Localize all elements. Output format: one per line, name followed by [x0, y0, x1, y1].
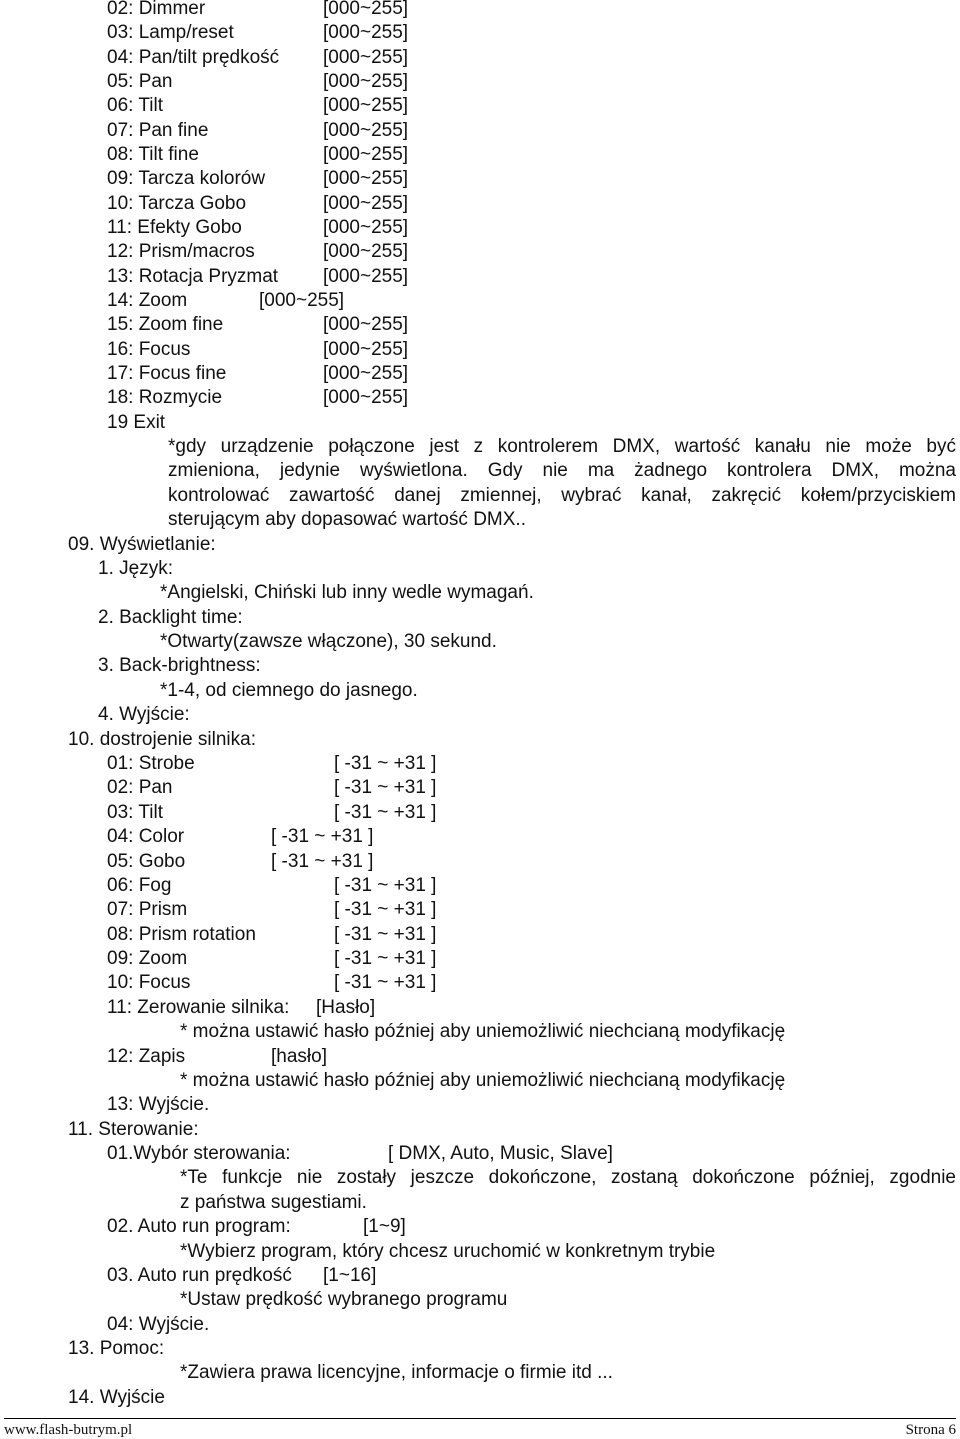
- section-heading: 09. Wyświetlanie:: [68, 534, 216, 555]
- channel-range: [000~255]: [323, 47, 409, 68]
- motor-item-range: [ -31 ~ +31 ]: [334, 753, 437, 774]
- menu-item-label: 1. Język:: [98, 558, 173, 579]
- motor-item-label: 10: Focus: [107, 972, 191, 993]
- control-item-value: [1~16]: [323, 1265, 377, 1286]
- motor-item-range: [ -31 ~ +31 ]: [334, 875, 437, 896]
- motor-item-label: 08: Prism rotation: [107, 924, 256, 945]
- dmx-note-line: *gdy urządzenie połączone jest z kontrolerem DMX, wartość kanału nie może być: [168, 436, 956, 457]
- channel-label: 03: Lamp/reset: [107, 22, 234, 43]
- channel-range: [000~255]: [323, 266, 409, 287]
- control-item-label: 02. Auto run program:: [107, 1216, 291, 1237]
- control-item-value: [ DMX, Auto, Music, Slave]: [388, 1143, 613, 1164]
- channel-label: 11: Efekty Gobo: [107, 217, 242, 238]
- channel-range: [000~255]: [323, 241, 409, 262]
- channel-label: 02: Dimmer: [107, 0, 206, 19]
- footer-divider: [4, 1418, 956, 1419]
- channel-range: [000~255]: [259, 290, 345, 311]
- motor-item-label: 07: Prism: [107, 899, 188, 920]
- motor-item-range: [ -31 ~ +31 ]: [334, 802, 437, 823]
- channel-range: [000~255]: [323, 120, 409, 141]
- control-item-label: 03. Auto run prędkość: [107, 1265, 292, 1286]
- control-item-label: 01.Wybór sterowania:: [107, 1143, 291, 1164]
- motor-item-label: 05: Gobo: [107, 851, 186, 872]
- channel-label: 15: Zoom fine: [107, 314, 224, 335]
- channel-range: [000~255]: [323, 144, 409, 165]
- channel-range: [000~255]: [323, 71, 409, 92]
- motor-item-range: [ -31 ~ +31 ]: [334, 777, 437, 798]
- motor-item-label: 01: Strobe: [107, 753, 195, 774]
- motor-item-note: * można ustawić hasło później aby uniemożliwić niechcianą modyfikację: [180, 1021, 786, 1042]
- control-item-value: [1~9]: [363, 1216, 406, 1237]
- channel-exit: 19 Exit: [107, 412, 166, 433]
- channel-label: 16: Focus: [107, 339, 191, 360]
- section-heading: 11. Sterowanie:: [68, 1119, 199, 1140]
- channel-label: 14: Zoom: [107, 290, 188, 311]
- motor-item-range: [ -31 ~ +31 ]: [271, 851, 374, 872]
- channel-range: [000~255]: [323, 339, 409, 360]
- motor-item-label: 09: Zoom: [107, 948, 188, 969]
- channel-label: 18: Rozmycie: [107, 387, 223, 408]
- control-item-label: 04: Wyjście.: [107, 1314, 210, 1335]
- motor-item-label: 03: Tilt: [107, 802, 163, 823]
- footer-page-number: Strona 6: [905, 1422, 956, 1438]
- channel-label: 13: Rotacja Pryzmat: [107, 266, 279, 287]
- channel-range: [000~255]: [323, 193, 409, 214]
- motor-item-range: [ -31 ~ +31 ]: [271, 826, 374, 847]
- control-item-note: *Wybierz program, który chcesz uruchomić w konkretnym trybie: [180, 1241, 716, 1262]
- motor-item-range: [ -31 ~ +31 ]: [334, 972, 437, 993]
- channel-range: [000~255]: [323, 168, 409, 189]
- channel-range: [000~255]: [323, 22, 409, 43]
- channel-label: 04: Pan/tilt prędkość: [107, 47, 280, 68]
- motor-item-value: [hasło]: [271, 1046, 327, 1067]
- motor-item-range: [ -31 ~ +31 ]: [334, 948, 437, 969]
- menu-item-label: 3. Back-brightness:: [98, 655, 261, 676]
- section-heading: 10. dostrojenie silnika:: [68, 729, 256, 750]
- channel-range: [000~255]: [323, 95, 409, 116]
- control-item-note: *Ustaw prędkość wybranego programu: [180, 1289, 508, 1310]
- motor-item-range: [ -31 ~ +31 ]: [334, 924, 437, 945]
- motor-item-label: 04: Color: [107, 826, 185, 847]
- help-note: *Zawiera prawa licencyjne, informacje o firmie itd ...: [180, 1362, 613, 1383]
- dmx-note-line: sterującym aby dopasować wartość DMX..: [168, 509, 526, 530]
- section-heading: 14. Wyjście: [68, 1387, 165, 1408]
- control-item-note: *Te funkcje nie zostały jeszcze dokończone, zostaną dokończone później, zgodnie: [180, 1167, 956, 1188]
- motor-item-label: 02: Pan: [107, 777, 173, 798]
- dmx-note-line: zmieniona, jedynie wyświetlona. Gdy nie ma żadnego kontrolera DMX, można: [168, 460, 956, 481]
- channel-label: 07: Pan fine: [107, 120, 209, 141]
- control-item-note: z państwa sugestiami.: [180, 1192, 367, 1213]
- menu-item-note: *Otwarty(zawsze włączone), 30 sekund.: [160, 631, 497, 652]
- menu-item-note: *1-4, od ciemnego do jasnego.: [160, 680, 418, 701]
- channel-label: 06: Tilt: [107, 95, 163, 116]
- motor-item-label: 12: Zapis: [107, 1046, 186, 1067]
- channel-range: [000~255]: [323, 314, 409, 335]
- channel-label: 17: Focus fine: [107, 363, 227, 384]
- motor-item-label: 11: Zerowanie silnika:: [107, 997, 290, 1018]
- menu-item-label: 2. Backlight time:: [98, 607, 243, 628]
- motor-item-label: 06: Fog: [107, 875, 172, 896]
- menu-item-note: *Angielski, Chiński lub inny wedle wymagań.: [160, 582, 534, 603]
- menu-item-label: 4. Wyjście:: [98, 704, 190, 725]
- motor-item-label: 13: Wyjście.: [107, 1094, 210, 1115]
- channel-range: [000~255]: [323, 217, 409, 238]
- channel-label: 10: Tarcza Gobo: [107, 193, 247, 214]
- channel-range: [000~255]: [323, 0, 409, 19]
- footer-site: www.flash-butrym.pl: [4, 1422, 133, 1438]
- section-heading: 13. Pomoc:: [68, 1338, 165, 1359]
- channel-range: [000~255]: [323, 363, 409, 384]
- channel-range: [000~255]: [323, 387, 409, 408]
- channel-label: 12: Prism/macros: [107, 241, 255, 262]
- motor-item-range: [ -31 ~ +31 ]: [334, 899, 437, 920]
- motor-item-value: [Hasło]: [316, 997, 376, 1018]
- channel-label: 09: Tarcza kolorów: [107, 168, 266, 189]
- channel-label: 08: Tilt fine: [107, 144, 199, 165]
- channel-label: 05: Pan: [107, 71, 173, 92]
- dmx-note-line: kontrolować zawartość danej zmiennej, wybrać kanał, zakręcić kołem/przyciskiem: [168, 485, 956, 506]
- motor-item-note: * można ustawić hasło później aby uniemożliwić niechcianą modyfikację: [180, 1070, 786, 1091]
